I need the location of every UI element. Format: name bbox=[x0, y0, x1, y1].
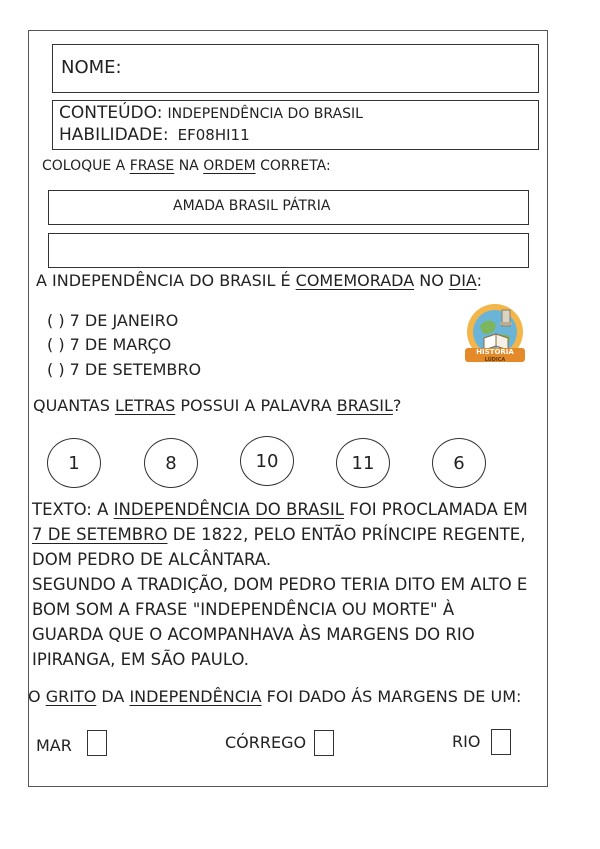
checkbox-mar[interactable] bbox=[87, 730, 107, 756]
option-rio-label: RIO bbox=[452, 732, 481, 751]
content-value: INDEPENDÊNCIA DO BRASIL bbox=[167, 106, 363, 122]
text-line-5: BOM SOM A FRASE "INDEPENDÊNCIA OU MORTE" À bbox=[32, 600, 455, 619]
logo-subtitle: LÚDICA bbox=[484, 357, 506, 363]
question-letter-count: QUANTAS LETRAS POSSUI A PALAVRA BRASIL? bbox=[33, 396, 402, 415]
content-box bbox=[52, 100, 539, 150]
circle-option-1[interactable]: 1 bbox=[47, 438, 101, 488]
option-corrego-label: CÓRREGO bbox=[225, 733, 307, 752]
circle-option-11[interactable]: 11 bbox=[336, 438, 390, 488]
scrambled-phrase-box bbox=[48, 190, 529, 225]
circle-option-6[interactable]: 6 bbox=[432, 438, 486, 488]
skill-value: EF08HI11 bbox=[177, 126, 250, 144]
text-line-1: TEXTO: A INDEPENDÊNCIA DO BRASIL FOI PROCLAMADA EM bbox=[32, 500, 528, 519]
option-january[interactable]: ( ) 7 DE JANEIRO bbox=[47, 311, 179, 330]
checkbox-corrego[interactable] bbox=[314, 730, 334, 756]
question-commemoration-day: A INDEPENDÊNCIA DO BRASIL É COMEMORADA NO DIA: bbox=[36, 271, 482, 290]
name-box[interactable] bbox=[52, 44, 539, 93]
scrambled-phrase: AMADA BRASIL PÁTRIA bbox=[173, 198, 331, 214]
option-mar-label: MAR bbox=[36, 736, 72, 755]
circle-option-8[interactable]: 8 bbox=[144, 438, 198, 488]
logo-title: HISTÓRIA bbox=[476, 348, 514, 356]
content-label: CONTEÚDO: bbox=[59, 103, 163, 123]
checkbox-rio[interactable] bbox=[491, 729, 511, 755]
name-label: NOME: bbox=[61, 57, 122, 78]
text-line-2: 7 DE SETEMBRO DE 1822, PELO ENTÃO PRÍNCIPE REGENTE, bbox=[32, 525, 526, 544]
skill-label: HABILIDADE: bbox=[59, 125, 169, 145]
text-line-4: SEGUNDO A TRADIÇÃO, DOM PEDRO TERIA DITO EM ALTO E bbox=[32, 575, 528, 594]
text-line-7: IPIRANGA, EM SÃO PAULO. bbox=[32, 650, 250, 669]
answer-box[interactable] bbox=[48, 233, 529, 268]
option-september[interactable]: ( ) 7 DE SETEMBRO bbox=[47, 360, 202, 379]
text-line-6: GUARDA QUE O ACOMPANHAVA ÀS MARGENS DO RIO bbox=[32, 625, 475, 644]
question-order-phrase: COLOQUE A FRASE NA ORDEM CORRETA: bbox=[42, 158, 331, 174]
circle-option-10[interactable]: 10 bbox=[240, 436, 294, 486]
question-cry-location: O GRITO DA INDEPENDÊNCIA FOI DADO ÁS MARGENS DE UM: bbox=[28, 687, 522, 706]
historia-ludica-logo bbox=[462, 302, 528, 368]
option-march[interactable]: ( ) 7 DE MARÇO bbox=[47, 335, 172, 354]
text-line-3: DOM PEDRO DE ALCÂNTARA. bbox=[32, 550, 272, 569]
